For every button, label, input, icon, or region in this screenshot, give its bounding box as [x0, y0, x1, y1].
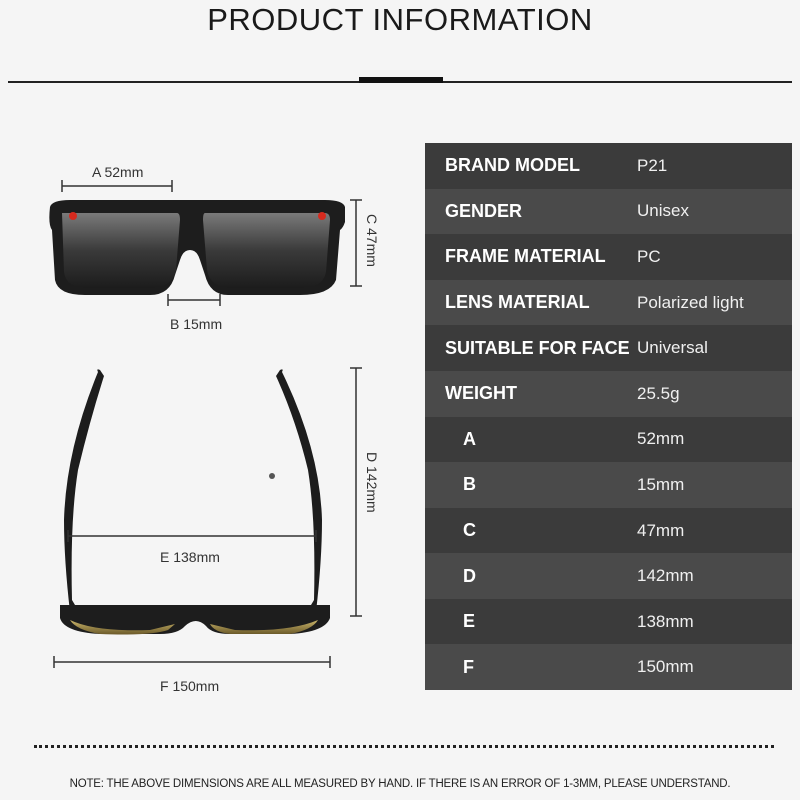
dimension-a-line — [62, 180, 172, 192]
spec-key: BRAND MODEL — [445, 155, 580, 176]
spec-row — [425, 644, 792, 690]
spec-key: A — [463, 428, 476, 449]
spec-value: P21 — [637, 155, 668, 175]
spec-value: 15mm — [637, 474, 685, 494]
sunglasses-front-view — [49, 200, 345, 295]
spec-key: D — [463, 565, 476, 586]
spec-row — [425, 189, 792, 235]
dimension-e-line — [68, 530, 316, 542]
spec-row — [425, 553, 792, 599]
spec-row — [425, 371, 792, 417]
dimension-c-line — [350, 200, 362, 286]
spec-row — [425, 417, 792, 463]
dimension-b-line — [168, 294, 220, 306]
dimension-b-label: B 15mm — [170, 316, 223, 332]
spec-value: 142mm — [637, 566, 694, 586]
dimension-c-label: C 47mm — [364, 214, 380, 267]
spec-key: GENDER — [445, 200, 523, 221]
dotted-divider — [34, 745, 774, 748]
sunglasses-top-view — [60, 369, 330, 634]
spec-row — [425, 599, 792, 645]
spec-value: 25.5g — [637, 383, 680, 403]
sunglasses-illustration — [0, 0, 420, 720]
spec-key: E — [463, 611, 476, 632]
spec-key: B — [463, 474, 476, 495]
spec-row — [425, 143, 792, 189]
measurement-note: NOTE: THE ABOVE DIMENSIONS ARE ALL MEASURED BY HAND. IF THERE IS AN ERROR OF 1-3MM, PLEASE UNDERSTAND. — [69, 778, 731, 790]
spec-row — [425, 234, 792, 280]
spec-row — [425, 462, 792, 508]
dimension-e-label: E 138mm — [160, 549, 220, 565]
dimension-a-label: A 52mm — [92, 164, 144, 180]
spec-key: LENS MATERIAL — [445, 292, 590, 313]
spec-key: F — [463, 656, 474, 677]
spec-row — [425, 280, 792, 326]
spec-value: Unisex — [637, 201, 689, 221]
spec-key: C — [463, 520, 476, 541]
spec-value: 52mm — [637, 429, 685, 449]
spec-row — [425, 508, 792, 554]
spec-key: WEIGHT — [445, 383, 517, 404]
dimension-d-label: D 142mm — [364, 452, 380, 513]
spec-value: PC — [637, 246, 661, 266]
dimension-d-line — [350, 368, 362, 616]
spec-value: 138mm — [637, 611, 694, 631]
spec-value: Polarized light — [637, 292, 744, 312]
spec-row — [425, 325, 792, 371]
dimension-f-line — [54, 656, 330, 668]
spec-key: SUITABLE FOR FACE — [445, 337, 630, 358]
spec-table — [425, 143, 792, 690]
spec-value: 150mm — [637, 657, 694, 677]
spec-key: FRAME MATERIAL — [445, 246, 606, 267]
spec-value: 47mm — [637, 520, 685, 540]
dimension-f-label: F 150mm — [160, 678, 220, 694]
page-title: PRODUCT INFORMATION — [207, 2, 593, 37]
spec-value: Universal — [637, 338, 708, 358]
